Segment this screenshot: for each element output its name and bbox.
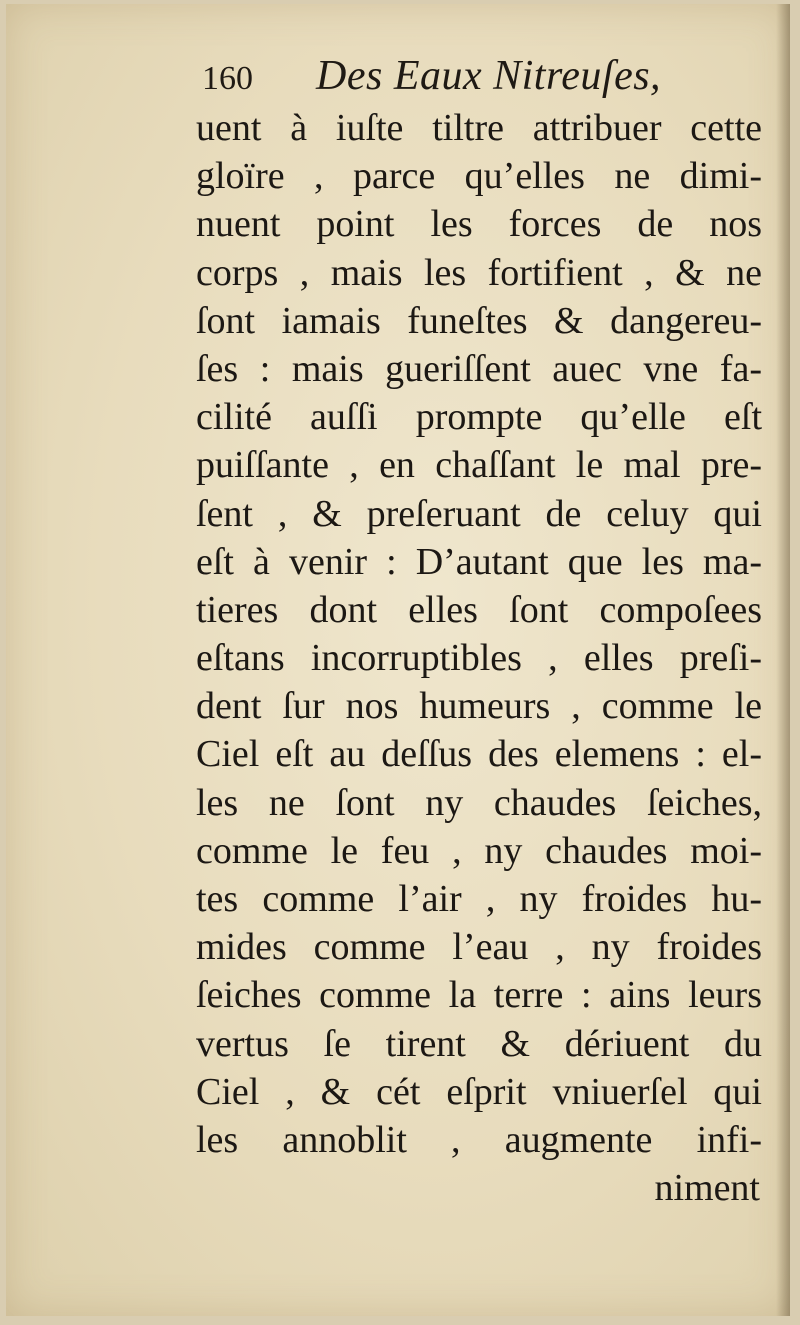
text-line: ſent , & preſeruant de celuy qui <box>196 492 762 535</box>
text-line: vertus ſe tirent & dériuent du <box>196 1022 762 1065</box>
running-title: Des Eaux Nitreuſes, <box>316 53 662 99</box>
text-line: Ciel eſt au deſſus des elemens : el- <box>196 733 762 776</box>
text-line: ſes : mais gueriſſent auec vne fa- <box>196 347 762 390</box>
text-line: ſont iamais funeſtes & dangereu- <box>196 299 762 342</box>
page-number: 160 <box>202 60 253 97</box>
text-line: eſt à venir : D’autant que les ma- <box>196 540 762 583</box>
text-line: ſeiches comme la terre : ains leurs <box>196 974 762 1017</box>
body-text <box>196 104 762 1164</box>
text-line: corps , mais les fortifient , & ne <box>196 251 762 294</box>
text-line: mides comme l’eau , ny froides <box>196 926 762 969</box>
text-line: tieres dont elles ſont compoſees <box>196 588 762 631</box>
text-line: cilité auſſi prompte qu’elle eſt <box>196 396 762 439</box>
page-header <box>202 52 762 104</box>
text-line: nuent point les forces de nos <box>196 203 762 246</box>
catchword: niment <box>654 1167 760 1209</box>
text-line: Ciel , & cét eſprit vniuerſel qui <box>196 1070 762 1113</box>
book-page <box>6 4 790 1316</box>
text-line: les annoblit , augmente infi- <box>196 1118 762 1161</box>
text-line: puiſſante , en chaſſant le mal pre- <box>196 444 762 487</box>
text-line: gloïre , parce qu’elles ne dimi- <box>196 155 762 198</box>
text-line: les ne ſont ny chaudes ſeiches, <box>196 781 762 824</box>
text-line: uent à iuſte tiltre attribuer cette <box>196 107 762 149</box>
text-line: comme le feu , ny chaudes moi- <box>196 829 762 872</box>
text-line: dent ſur nos humeurs , comme le <box>196 685 762 728</box>
text-line: tes comme l’air , ny froides hu- <box>196 878 762 920</box>
text-line: eſtans incorruptibles , elles preſi- <box>196 637 762 680</box>
